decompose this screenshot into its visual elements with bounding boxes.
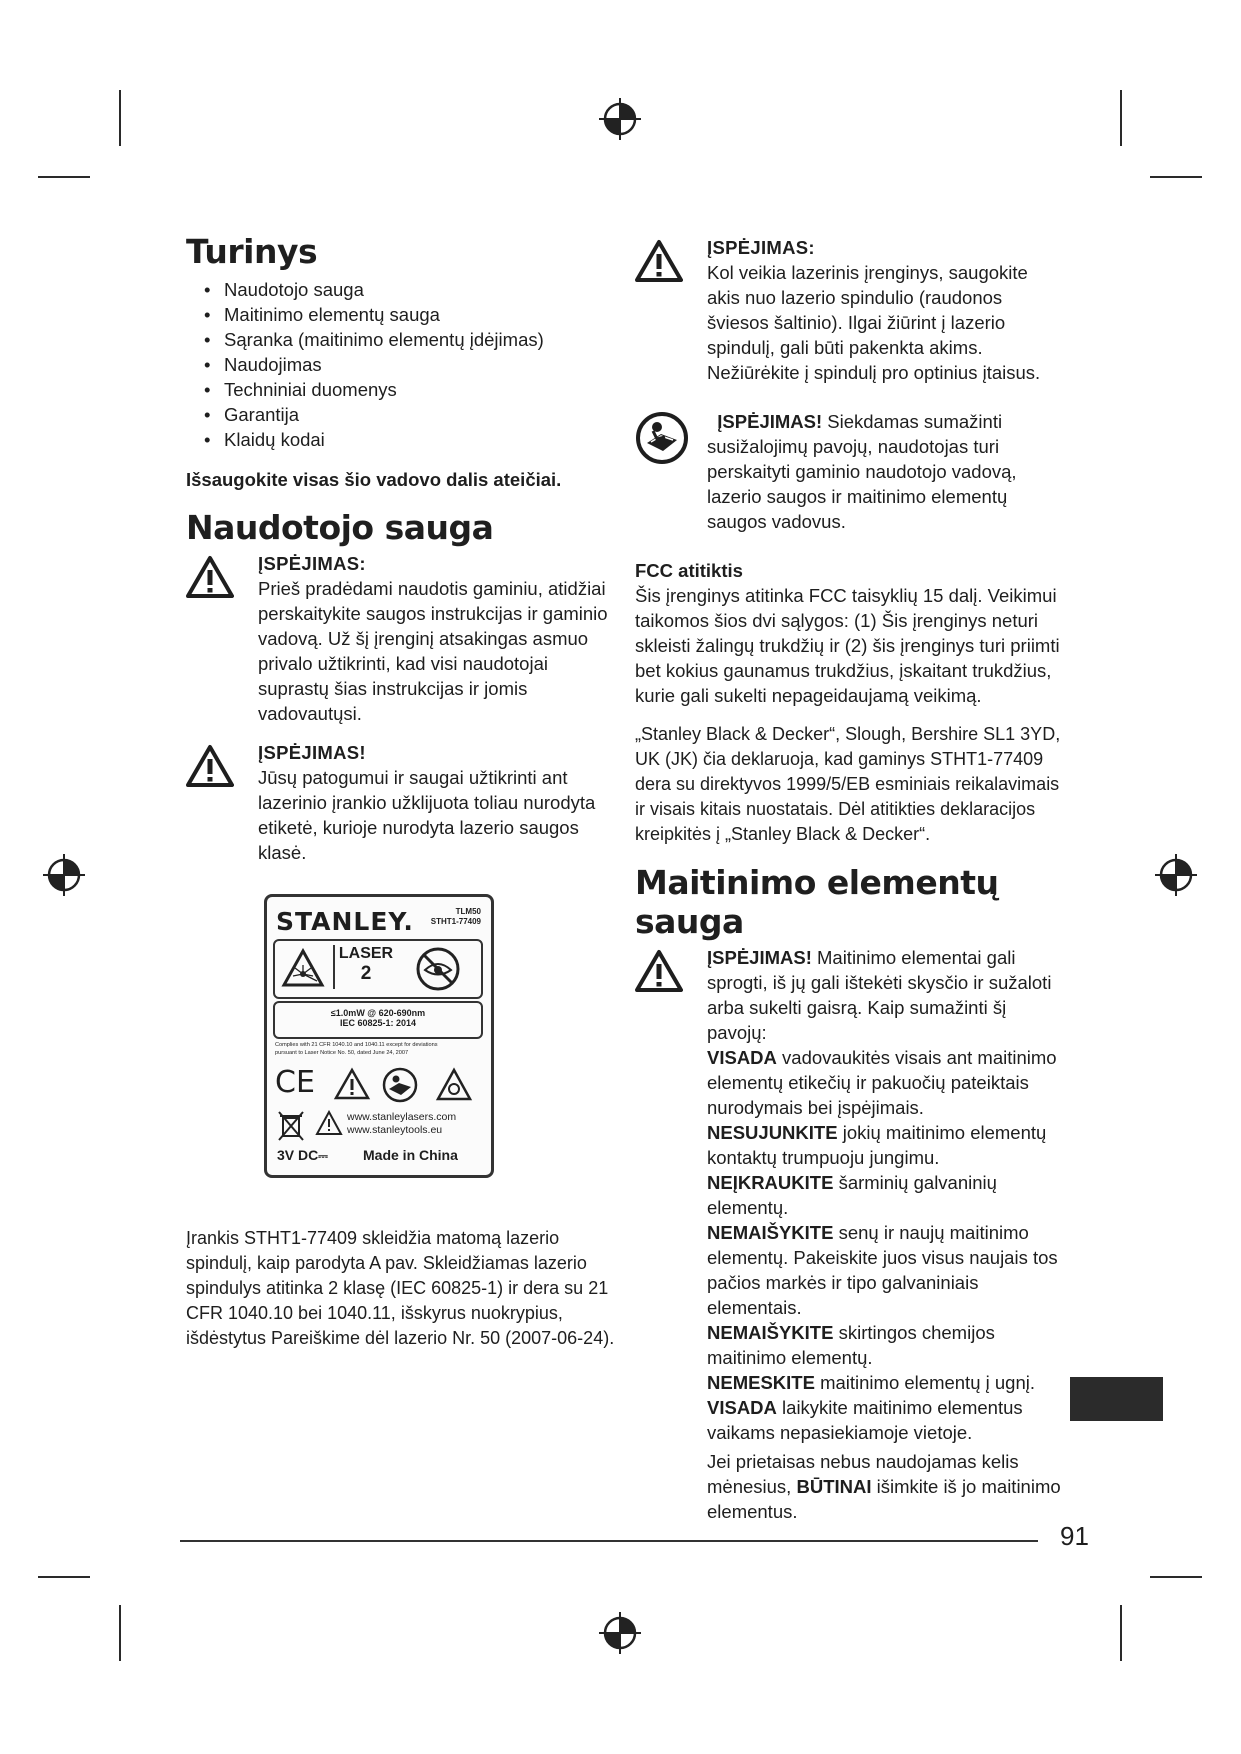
crop-mark <box>1120 1605 1122 1661</box>
compliance-text <box>275 1041 481 1057</box>
battery-rule <box>707 1395 1065 1445</box>
toc-item: • Naudojimas <box>204 352 614 377</box>
compliance-line: Complies with 21 CFR 1040.10 and 1040.11 except for deviations <box>275 1042 438 1048</box>
battery-rule <box>707 1045 1065 1120</box>
rule-text: jokių maitinimo elementų kontaktų trumpuoju jungimu. <box>707 1122 1047 1168</box>
label-model-b: STHT1-77409 <box>430 917 481 926</box>
toc-item: • Naudotojo sauga <box>204 277 614 302</box>
label-url: www.stanleylasers.com <box>347 1111 457 1123</box>
tool-paragraph-block <box>186 1226 616 1351</box>
warning-block <box>186 551 614 726</box>
battery-rule <box>707 1320 1065 1370</box>
save-manual-note: Išsaugokite visas šio vadovo dalis ateičiai. <box>186 469 562 490</box>
crop-mark <box>1120 90 1122 146</box>
rule-text: skirtingos chemijos maitinimo elementų. <box>707 1322 995 1368</box>
fcc-heading: FCC atitiktis <box>635 560 743 581</box>
footer-rule <box>180 1540 1038 1542</box>
rule-keyword: VISADA <box>707 1047 777 1068</box>
laser-iec: IEC 60825-1: 2014 <box>339 1018 417 1028</box>
rule-text: vadovaukitės visais ant maitinimo elementų etikečių ir pakuočių pateiktais nurodymais bei įspėjimais. <box>707 1047 1057 1118</box>
crop-mark <box>38 176 90 178</box>
laser-power-box <box>273 1001 483 1039</box>
warning-triangle-icon <box>186 744 234 788</box>
rule-keyword: VISADA <box>707 1397 777 1418</box>
warning-text: Siekdamas sumažinti susižalojimų pavojų, naudotojas turi perskaityti gaminio naudotojo vadovą, lazerio saugos ir maitinimo elementų saugos vadovus. <box>707 411 1017 532</box>
warning-text: Kol veikia lazerinis įrenginys, saugokite akis nuo lazerio spindulio (raudonos šviesos šaltinio). Ilgai žiūrint į lazerio spindulį, gali būti pakenkta akims. Nežiūrėkite į spindulį pro optinius įtaisus. <box>707 262 1041 383</box>
toc-item: • Sąranka (maitinimo elementų įdėjimas) <box>204 327 614 352</box>
manual-warning-text <box>707 409 1065 534</box>
laser-word: LASER <box>338 945 394 962</box>
warning-title: ĮSPĖJIMAS! <box>717 411 823 432</box>
laser-safety-label <box>264 894 494 1178</box>
toc-list <box>204 277 614 452</box>
manual-warning-block <box>635 409 1065 534</box>
warning-triangle-icon <box>333 1067 371 1101</box>
warning-title: ĮSPĖJIMAS! <box>258 742 366 763</box>
label-urls <box>347 1111 456 1137</box>
final-keyword: BŪTINAI <box>796 1476 872 1497</box>
laser-class-box <box>273 939 483 999</box>
warning-triangle-icon <box>635 239 683 283</box>
registration-mark-icon <box>43 854 85 896</box>
compliance-line: pursuant to Laser Notice No. 50, dated June 24, 2007 <box>275 1050 409 1056</box>
laser-class-number: 2 <box>360 963 372 984</box>
tool-paragraph: Įrankis STHT1-77409 skleidžia matomą lazerio spindulį, kaip parodyta A pav. Skleidžiamas lazerio spindulys atitinka 2 klasę (IEC 60825-1) ir dera su 21 CFR 1040.10 bei 1040.11, išskyrus nuokrypius, išdėstytus Pareiškime dėl lazerio Nr. 50 (2007-06-24). <box>186 1228 615 1348</box>
rule-keyword: NEMESKITE <box>707 1372 815 1393</box>
toc-heading: Turinys <box>186 232 318 271</box>
no-stare-eye-icon <box>415 946 461 992</box>
laser-warning-icon <box>281 948 325 988</box>
toc-item: • Klaidų kodai <box>204 427 614 452</box>
crop-mark <box>119 1605 121 1661</box>
laser-power: ≤1.0mW @ 620-690nm <box>330 1008 426 1018</box>
chapter-tab <box>1070 1377 1163 1421</box>
registration-mark-icon <box>599 98 641 140</box>
left-column <box>186 232 614 865</box>
registration-mark-icon <box>1155 854 1197 896</box>
warning-text: Prieš pradėdami naudotis gaminiu, atidžiai perskaitykite saugos instrukcijas ir gaminio vadovą. Už šį įrenginį atsakingas asmuo privalo užtikrinti, kad visi naudotojai suprastų šias instrukcijas ir jomis vadovautųsi. <box>258 578 608 724</box>
voltage-text: 3V DC <box>277 1147 319 1163</box>
warning-text: Jūsų patogumui ir saugai užtikrinti ant lazerinio įrankio užklijuota toliau nurodyta etiketė, kurioje nurodyta lazerio saugos klasė. <box>258 767 596 863</box>
label-model-a: TLM50 <box>455 907 481 916</box>
warning-title: ĮSPĖJIMAS: <box>707 237 815 258</box>
rule-text: senų ir naujų maitinimo elementų. Pakeiskite juos visus naujais tos pačios markės ir tipo galvaniniais elementais. <box>707 1222 1058 1318</box>
warning-title: ĮSPĖJIMAS: <box>258 553 366 574</box>
label-made-in: Made in China <box>363 1147 458 1163</box>
crop-mark <box>38 1576 90 1578</box>
rule-text: šarminių galvaninių elementų. <box>707 1172 997 1218</box>
rule-text: laikykite maitinimo elementus vaikams nepasiekiamoje vietoje. <box>707 1397 1023 1443</box>
battery-warning-block <box>635 945 1065 1524</box>
laser-class-text <box>333 945 397 989</box>
toc-item: • Maitinimo elementų sauga <box>204 302 614 327</box>
crop-mark <box>119 90 121 146</box>
ce-mark: CE <box>275 1065 315 1100</box>
declaration-text: „Stanley Black & Decker“, Slough, Bershire SL1 3YD, UK (JK) čia deklaruoja, kad gaminys STHT1-77409 dera su direktyvos 1999/5/EB esminiais reikalavimais ir visais kitais nuostatais. Dėl atitikties deklaracijos kreipkitės į „Stanley Black & Decker“. <box>635 724 1061 844</box>
battery-safety-heading: Maitinimo elementų sauga <box>635 863 999 941</box>
battery-warning-text <box>707 945 1065 1045</box>
toc-item: • Garantija <box>204 402 614 427</box>
rule-keyword: NEĮKRAUKITE <box>707 1172 834 1193</box>
rule-keyword: NEMAIŠYKITE <box>707 1322 834 1343</box>
battery-rule <box>707 1170 1065 1220</box>
fcc-text: Šis įrenginys atitinka FCC taisyklių 15 dalį. Veikimui taikomos šios dvi sąlygos: (1) Šis įrenginys neturi skleisti žalingų trukdžių ir (2) šis įrenginys turi priimti bet kokius gaunamus trukdžius, įskaitant trukdžius, kurie gali sukelti nepageidaujamą veikimą. <box>635 585 1060 706</box>
label-url: www.stanleytools.eu <box>347 1124 443 1136</box>
battery-rule <box>707 1120 1065 1170</box>
label-voltage: 3V DC⎓ <box>277 1147 328 1163</box>
warning-triangle-icon <box>186 555 234 599</box>
warning-text: Maitinimo elementai gali sprogti, iš jų gali ištekėti skysčio ir sužaloti arba sukelti gaisrą. Kaip sumažinti šį pavojų: <box>707 947 1052 1043</box>
recycle-triangle-icon <box>435 1067 473 1103</box>
final-text: išimkite iš jo maitinimo elementus. <box>707 1476 1061 1522</box>
page-number: 91 <box>1060 1521 1089 1551</box>
read-manual-icon <box>635 411 689 465</box>
warning-block <box>635 235 1065 385</box>
weee-bin-icon <box>277 1110 305 1142</box>
crop-mark <box>1150 176 1202 178</box>
final-text: Jei prietaisas nebus naudojamas kelis mėnesius, <box>707 1451 1019 1497</box>
battery-final-note <box>707 1449 1065 1524</box>
battery-rule <box>707 1370 1065 1395</box>
read-manual-icon <box>381 1067 419 1103</box>
rule-keyword: NEMAIŠYKITE <box>707 1222 834 1243</box>
warning-triangle-icon <box>315 1110 343 1136</box>
warning-triangle-icon <box>635 949 683 993</box>
warning-title: ĮSPĖJIMAS! <box>707 947 812 968</box>
rule-text: maitinimo elementų į ugnį. <box>820 1372 1035 1393</box>
user-safety-heading: Naudotojo sauga <box>186 508 494 547</box>
crop-mark <box>1150 1576 1202 1578</box>
battery-rule <box>707 1220 1065 1320</box>
label-brand: STANLEY. <box>276 907 414 936</box>
toc-item: • Techniniai duomenys <box>204 377 614 402</box>
warning-block <box>186 740 614 865</box>
registration-mark-icon <box>599 1612 641 1654</box>
right-column <box>635 235 1065 1524</box>
rule-keyword: NESUJUNKITE <box>707 1122 838 1143</box>
